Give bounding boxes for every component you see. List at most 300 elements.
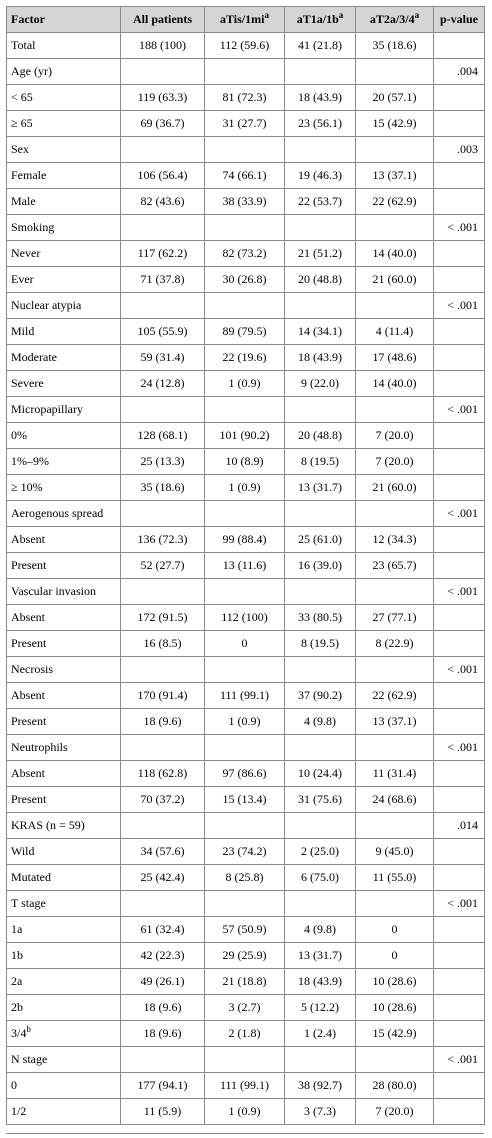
at1a-1b-cell: 13 (31.7) — [285, 943, 356, 969]
factor-cell: Male — [7, 189, 121, 215]
at2a-3-4-cell: 21 (60.0) — [356, 475, 434, 501]
all-patients-cell: 11 (5.9) — [121, 1099, 205, 1125]
factor-cell: Absent — [7, 683, 121, 709]
at2a-3-4-cell: 13 (37.1) — [356, 163, 434, 189]
table-row — [7, 865, 485, 891]
at1a-1b-cell: 19 (46.3) — [285, 163, 356, 189]
p-value-cell — [434, 605, 485, 631]
at2a-3-4-cell: 20 (57.1) — [356, 85, 434, 111]
at2a-3-4-cell — [356, 891, 434, 917]
all-patients-cell — [121, 1047, 205, 1073]
table-row — [7, 345, 485, 371]
at2a-3-4-cell: 0 — [356, 943, 434, 969]
atis-1mi-cell — [205, 215, 285, 241]
at1a-1b-cell: 13 (31.7) — [285, 475, 356, 501]
all-patients-cell — [121, 293, 205, 319]
at2a-3-4-cell — [356, 59, 434, 85]
all-patients-cell: 188 (100) — [121, 33, 205, 59]
factor-cell: 1b — [7, 943, 121, 969]
table-row — [7, 189, 485, 215]
atis-1mi-cell: 74 (66.1) — [205, 163, 285, 189]
at1a-1b-cell — [285, 579, 356, 605]
all-patients-cell — [121, 735, 205, 761]
table-row — [7, 267, 485, 293]
p-value-cell: .004 — [434, 59, 485, 85]
atis-1mi-cell — [205, 657, 285, 683]
p-value-cell — [434, 449, 485, 475]
atis-1mi-cell: 3 (2.7) — [205, 995, 285, 1021]
at2a-3-4-cell: 14 (40.0) — [356, 371, 434, 397]
p-value-cell — [434, 345, 485, 371]
at1a-1b-cell — [285, 397, 356, 423]
atis-1mi-cell — [205, 813, 285, 839]
factor-cell: Wild — [7, 839, 121, 865]
at1a-1b-cell: 8 (19.5) — [285, 449, 356, 475]
p-value-cell — [434, 761, 485, 787]
at2a-3-4-cell — [356, 215, 434, 241]
at2a-3-4-cell: 7 (20.0) — [356, 1099, 434, 1125]
atis-1mi-cell: 57 (50.9) — [205, 917, 285, 943]
at1a-1b-cell: 3 (7.3) — [285, 1099, 356, 1125]
at1a-1b-cell: 2 (25.0) — [285, 839, 356, 865]
atis-1mi-cell: 1 (0.9) — [205, 1099, 285, 1125]
at2a-3-4-cell: 0 — [356, 917, 434, 943]
at1a-1b-cell: 21 (51.2) — [285, 241, 356, 267]
table-row — [7, 1099, 485, 1125]
factor-cell: Present — [7, 553, 121, 579]
atis-1mi-cell: 97 (86.6) — [205, 761, 285, 787]
table-row — [7, 319, 485, 345]
p-value-cell: < .001 — [434, 1047, 485, 1073]
all-patients-cell: 170 (91.4) — [121, 683, 205, 709]
all-patients-cell: 69 (36.7) — [121, 111, 205, 137]
all-patients-cell: 119 (63.3) — [121, 85, 205, 111]
all-patients-cell — [121, 891, 205, 917]
factor-cell: < 65 — [7, 85, 121, 111]
header-p-value: p-value — [434, 7, 485, 33]
table-row — [7, 761, 485, 787]
group-header-row — [7, 137, 485, 163]
at1a-1b-cell: 25 (61.0) — [285, 527, 356, 553]
table-row — [7, 111, 485, 137]
all-patients-cell: 105 (55.9) — [121, 319, 205, 345]
at1a-1b-cell — [285, 293, 356, 319]
factor-cell: 0% — [7, 423, 121, 449]
all-patients-cell: 18 (9.6) — [121, 995, 205, 1021]
at2a-3-4-cell: 28 (80.0) — [356, 1073, 434, 1099]
at1a-1b-cell: 1 (2.4) — [285, 1021, 356, 1047]
at2a-3-4-cell: 17 (48.6) — [356, 345, 434, 371]
p-value-cell: < .001 — [434, 501, 485, 527]
all-patients-cell: 52 (27.7) — [121, 553, 205, 579]
at1a-1b-cell: 22 (53.7) — [285, 189, 356, 215]
all-patients-cell — [121, 813, 205, 839]
group-header-row — [7, 657, 485, 683]
at1a-1b-cell: 31 (75.6) — [285, 787, 356, 813]
at2a-3-4-cell: 22 (62.9) — [356, 683, 434, 709]
p-value-cell: < .001 — [434, 215, 485, 241]
factor-cell: 1%–9% — [7, 449, 121, 475]
all-patients-cell: 34 (57.6) — [121, 839, 205, 865]
table-row — [7, 85, 485, 111]
at1a-1b-cell: 4 (9.8) — [285, 917, 356, 943]
atis-1mi-cell: 111 (99.1) — [205, 683, 285, 709]
p-value-cell — [434, 1021, 485, 1047]
p-value-cell — [434, 189, 485, 215]
group-header-row — [7, 1047, 485, 1073]
group-header-row — [7, 813, 485, 839]
at2a-3-4-cell — [356, 735, 434, 761]
atis-1mi-cell: 10 (8.9) — [205, 449, 285, 475]
group-header-row — [7, 397, 485, 423]
atis-1mi-cell — [205, 293, 285, 319]
all-patients-cell: 18 (9.6) — [121, 1021, 205, 1047]
atis-1mi-cell: 30 (26.8) — [205, 267, 285, 293]
all-patients-cell: 136 (72.3) — [121, 527, 205, 553]
atis-1mi-cell: 31 (27.7) — [205, 111, 285, 137]
at2a-3-4-cell — [356, 1047, 434, 1073]
factor-cell: 2b — [7, 995, 121, 1021]
factor-cell: Neutrophils — [7, 735, 121, 761]
table-row — [7, 631, 485, 657]
table-row — [7, 1021, 485, 1047]
p-value-cell — [434, 1099, 485, 1125]
p-value-cell — [434, 1073, 485, 1099]
p-value-cell — [434, 995, 485, 1021]
p-value-cell — [434, 527, 485, 553]
atis-1mi-cell — [205, 1047, 285, 1073]
group-header-row — [7, 215, 485, 241]
at2a-3-4-cell: 7 (20.0) — [356, 449, 434, 475]
at2a-3-4-cell: 7 (20.0) — [356, 423, 434, 449]
factor-cell: Female — [7, 163, 121, 189]
table-bottom-rule — [6, 1133, 484, 1134]
p-value-cell — [434, 553, 485, 579]
atis-1mi-cell — [205, 501, 285, 527]
p-value-cell — [434, 787, 485, 813]
p-value-cell: .003 — [434, 137, 485, 163]
header-row — [7, 7, 485, 33]
header-at2a-3-4: aT2a/3/4$^a$ — [356, 7, 434, 33]
atis-1mi-cell: 89 (79.5) — [205, 319, 285, 345]
atis-1mi-cell — [205, 397, 285, 423]
at1a-1b-cell: 5 (12.2) — [285, 995, 356, 1021]
p-value-cell — [434, 917, 485, 943]
table-row — [7, 527, 485, 553]
p-value-cell: < .001 — [434, 579, 485, 605]
factor-cell: Absent — [7, 605, 121, 631]
atis-1mi-cell: 2 (1.8) — [205, 1021, 285, 1047]
at2a-3-4-cell: 14 (40.0) — [356, 241, 434, 267]
factor-cell: Smoking — [7, 215, 121, 241]
atis-1mi-cell: 101 (90.2) — [205, 423, 285, 449]
table-row — [7, 475, 485, 501]
atis-1mi-cell: 21 (18.8) — [205, 969, 285, 995]
factor-cell: 0 — [7, 1073, 121, 1099]
table-row — [7, 371, 485, 397]
factor-cell: Ever — [7, 267, 121, 293]
all-patients-cell: 70 (37.2) — [121, 787, 205, 813]
at1a-1b-cell — [285, 735, 356, 761]
at1a-1b-cell — [285, 813, 356, 839]
factor-cell: Nuclear atypia — [7, 293, 121, 319]
at1a-1b-cell — [285, 1047, 356, 1073]
all-patients-cell: 172 (91.5) — [121, 605, 205, 631]
table-row — [7, 709, 485, 735]
all-patients-cell — [121, 215, 205, 241]
atis-1mi-cell: 29 (25.9) — [205, 943, 285, 969]
factor-cell: Age (yr) — [7, 59, 121, 85]
p-value-cell: < .001 — [434, 293, 485, 319]
atis-1mi-cell: 1 (0.9) — [205, 709, 285, 735]
factor-cell: Absent — [7, 761, 121, 787]
all-patients-cell: 128 (68.1) — [121, 423, 205, 449]
table-row — [7, 423, 485, 449]
all-patients-cell: 18 (9.6) — [121, 709, 205, 735]
p-value-cell — [434, 267, 485, 293]
p-value-cell — [434, 371, 485, 397]
at1a-1b-cell: 38 (92.7) — [285, 1073, 356, 1099]
p-value-cell — [434, 683, 485, 709]
at2a-3-4-cell — [356, 293, 434, 319]
factor-cell: KRAS (n = 59) — [7, 813, 121, 839]
table-container — [6, 6, 485, 1125]
at2a-3-4-cell: 35 (18.6) — [356, 33, 434, 59]
factor-cell: ≥ 10% — [7, 475, 121, 501]
p-value-cell: < .001 — [434, 735, 485, 761]
atis-1mi-cell — [205, 579, 285, 605]
atis-1mi-cell — [205, 137, 285, 163]
at2a-3-4-cell: 12 (34.3) — [356, 527, 434, 553]
all-patients-cell — [121, 59, 205, 85]
p-value-cell — [434, 969, 485, 995]
p-value-cell — [434, 943, 485, 969]
all-patients-cell: 117 (62.2) — [121, 241, 205, 267]
factor-cell: 3/4$^b$ — [7, 1021, 121, 1047]
factor-cell: Never — [7, 241, 121, 267]
at2a-3-4-cell: 15 (42.9) — [356, 111, 434, 137]
all-patients-cell: 16 (8.5) — [121, 631, 205, 657]
all-patients-cell: 24 (12.8) — [121, 371, 205, 397]
all-patients-cell: 42 (22.3) — [121, 943, 205, 969]
header-all-patients: All patients — [121, 7, 205, 33]
at1a-1b-cell: 16 (39.0) — [285, 553, 356, 579]
atis-1mi-cell: 1 (0.9) — [205, 475, 285, 501]
table-row — [7, 163, 485, 189]
at2a-3-4-cell: 10 (28.6) — [356, 969, 434, 995]
p-value-cell — [434, 709, 485, 735]
atis-1mi-cell: 112 (100) — [205, 605, 285, 631]
table-row — [7, 943, 485, 969]
data-table — [6, 6, 485, 1125]
p-value-cell — [434, 241, 485, 267]
at1a-1b-cell: 37 (90.2) — [285, 683, 356, 709]
at2a-3-4-cell: 27 (77.1) — [356, 605, 434, 631]
atis-1mi-cell: 15 (13.4) — [205, 787, 285, 813]
at1a-1b-cell: 41 (21.8) — [285, 33, 356, 59]
at2a-3-4-cell: 23 (65.7) — [356, 553, 434, 579]
p-value-cell: < .001 — [434, 657, 485, 683]
p-value-cell: < .001 — [434, 891, 485, 917]
at1a-1b-cell — [285, 59, 356, 85]
table-row — [7, 839, 485, 865]
table-row — [7, 449, 485, 475]
at1a-1b-cell: 18 (43.9) — [285, 85, 356, 111]
atis-1mi-cell: 112 (59.6) — [205, 33, 285, 59]
table-row — [7, 917, 485, 943]
at1a-1b-cell: 33 (80.5) — [285, 605, 356, 631]
p-value-cell — [434, 865, 485, 891]
all-patients-cell — [121, 579, 205, 605]
at2a-3-4-cell: 10 (28.6) — [356, 995, 434, 1021]
factor-cell: Micropapillary — [7, 397, 121, 423]
header-at1a-1b: $aT1a/1b^a$ — [285, 7, 356, 33]
atis-1mi-cell: 81 (72.3) — [205, 85, 285, 111]
at2a-3-4-cell — [356, 397, 434, 423]
table-row — [7, 553, 485, 579]
table-row — [7, 1073, 485, 1099]
at1a-1b-cell — [285, 891, 356, 917]
at2a-3-4-cell — [356, 137, 434, 163]
group-header-row — [7, 891, 485, 917]
factor-cell: Aerogenous spread — [7, 501, 121, 527]
atis-1mi-cell — [205, 59, 285, 85]
factor-cell: Severe — [7, 371, 121, 397]
at2a-3-4-cell: 24 (68.6) — [356, 787, 434, 813]
group-header-row — [7, 501, 485, 527]
at1a-1b-cell: 18 (43.9) — [285, 969, 356, 995]
at1a-1b-cell: 8 (19.5) — [285, 631, 356, 657]
factor-cell: Sex — [7, 137, 121, 163]
atis-1mi-cell: 22 (19.6) — [205, 345, 285, 371]
factor-cell: 1a — [7, 917, 121, 943]
group-header-row — [7, 59, 485, 85]
at2a-3-4-cell: 11 (31.4) — [356, 761, 434, 787]
p-value-cell — [434, 85, 485, 111]
all-patients-cell: 25 (13.3) — [121, 449, 205, 475]
atis-1mi-cell: 111 (99.1) — [205, 1073, 285, 1099]
at1a-1b-cell — [285, 501, 356, 527]
at2a-3-4-cell: 11 (55.0) — [356, 865, 434, 891]
p-value-cell — [434, 33, 485, 59]
p-value-cell: .014 — [434, 813, 485, 839]
all-patients-cell — [121, 501, 205, 527]
table-row — [7, 683, 485, 709]
atis-1mi-cell: 1 (0.9) — [205, 371, 285, 397]
table-row — [7, 241, 485, 267]
at1a-1b-cell — [285, 137, 356, 163]
table-row — [7, 995, 485, 1021]
at1a-1b-cell: 9 (22.0) — [285, 371, 356, 397]
factor-cell: T stage — [7, 891, 121, 917]
atis-1mi-cell: 13 (11.6) — [205, 553, 285, 579]
at1a-1b-cell: 20 (48.8) — [285, 267, 356, 293]
p-value-cell — [434, 631, 485, 657]
all-patients-cell: 177 (94.1) — [121, 1073, 205, 1099]
at2a-3-4-cell: 21 (60.0) — [356, 267, 434, 293]
at1a-1b-cell: 6 (75.0) — [285, 865, 356, 891]
at1a-1b-cell — [285, 215, 356, 241]
all-patients-cell: 25 (42.4) — [121, 865, 205, 891]
at2a-3-4-cell: 4 (11.4) — [356, 319, 434, 345]
at2a-3-4-cell: 8 (22.9) — [356, 631, 434, 657]
factor-cell: 1/2 — [7, 1099, 121, 1125]
table-row — [7, 605, 485, 631]
atis-1mi-cell: 99 (88.4) — [205, 527, 285, 553]
all-patients-cell — [121, 397, 205, 423]
at2a-3-4-cell — [356, 813, 434, 839]
atis-1mi-cell: 23 (74.2) — [205, 839, 285, 865]
header-atis-1mi: aTis/$1mi^a$ — [205, 7, 285, 33]
all-patients-cell: 35 (18.6) — [121, 475, 205, 501]
p-value-cell — [434, 111, 485, 137]
at1a-1b-cell: 14 (34.1) — [285, 319, 356, 345]
group-header-row — [7, 735, 485, 761]
at1a-1b-cell: 10 (24.4) — [285, 761, 356, 787]
all-patients-cell: 118 (62.8) — [121, 761, 205, 787]
all-patients-cell: 61 (32.4) — [121, 917, 205, 943]
atis-1mi-cell: 8 (25.8) — [205, 865, 285, 891]
factor-cell: Mutated — [7, 865, 121, 891]
p-value-cell — [434, 319, 485, 345]
all-patients-cell: 71 (37.8) — [121, 267, 205, 293]
atis-1mi-cell: 82 (73.2) — [205, 241, 285, 267]
table-row — [7, 33, 485, 59]
at2a-3-4-cell — [356, 579, 434, 605]
factor-cell: Vascular invasion — [7, 579, 121, 605]
at2a-3-4-cell — [356, 657, 434, 683]
atis-1mi-cell: 38 (33.9) — [205, 189, 285, 215]
at2a-3-4-cell: 13 (37.1) — [356, 709, 434, 735]
all-patients-cell — [121, 657, 205, 683]
p-value-cell — [434, 163, 485, 189]
at1a-1b-cell: 20 (48.8) — [285, 423, 356, 449]
at1a-1b-cell: 4 (9.8) — [285, 709, 356, 735]
factor-cell: Absent — [7, 527, 121, 553]
group-header-row — [7, 293, 485, 319]
at2a-3-4-cell: 22 (62.9) — [356, 189, 434, 215]
group-header-row — [7, 579, 485, 605]
at2a-3-4-cell: 9 (45.0) — [356, 839, 434, 865]
at1a-1b-cell: 23 (56.1) — [285, 111, 356, 137]
factor-cell: Necrosis — [7, 657, 121, 683]
all-patients-cell — [121, 137, 205, 163]
factor-cell: Present — [7, 709, 121, 735]
atis-1mi-cell — [205, 891, 285, 917]
table-row — [7, 969, 485, 995]
at1a-1b-cell — [285, 657, 356, 683]
table-row — [7, 787, 485, 813]
p-value-cell — [434, 423, 485, 449]
factor-cell: Mild — [7, 319, 121, 345]
factor-cell: Present — [7, 631, 121, 657]
factor-cell: Moderate — [7, 345, 121, 371]
factor-cell: N stage — [7, 1047, 121, 1073]
factor-cell: ≥ 65 — [7, 111, 121, 137]
at1a-1b-cell: 18 (43.9) — [285, 345, 356, 371]
p-value-cell — [434, 475, 485, 501]
at2a-3-4-cell: 15 (42.9) — [356, 1021, 434, 1047]
factor-cell: Total — [7, 33, 121, 59]
all-patients-cell: 106 (56.4) — [121, 163, 205, 189]
atis-1mi-cell — [205, 735, 285, 761]
all-patients-cell: 82 (43.6) — [121, 189, 205, 215]
table-body — [7, 33, 485, 1125]
factor-cell: Present — [7, 787, 121, 813]
atis-1mi-cell: 0 — [205, 631, 285, 657]
p-value-cell — [434, 839, 485, 865]
at2a-3-4-cell — [356, 501, 434, 527]
